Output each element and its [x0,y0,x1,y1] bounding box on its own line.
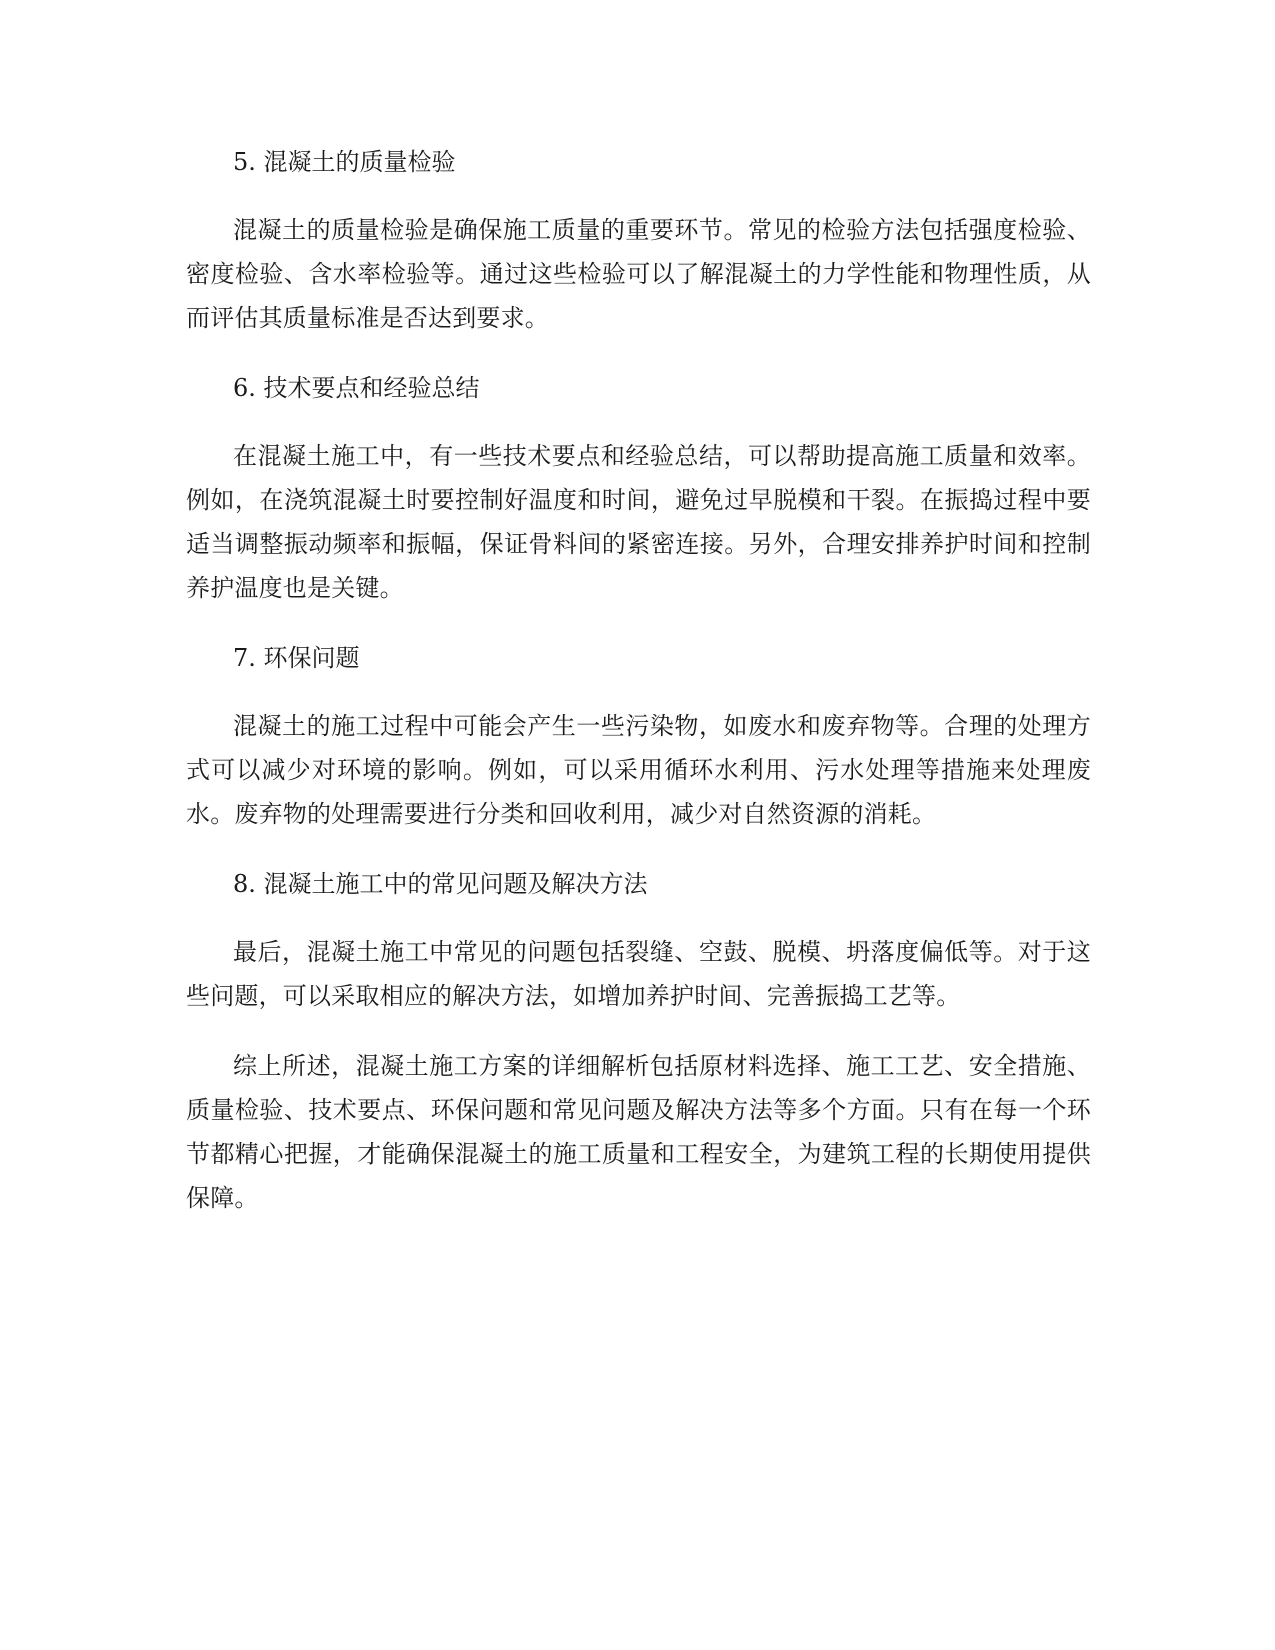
section-heading-8: 8. 混凝土施工中的常见问题及解决方法 [233,870,648,898]
section-paragraph: 混凝土的质量检验是确保施工质量的重要环节。常见的检验方法包括强度检验、密度检验、含水率检验等。通过这些检验可以了解混凝土的力学性能和物理性质，从而评估其质量标准是否达到要求。 [186,216,1091,332]
conclusion-paragraph: 综上所述，混凝土施工方案的详细解析包括原材料选择、施工工艺、安全措施、质量检验、技术要点、环保问题和常见问题及解决方法等多个方面。只有在每一个环节都精心把握，才能确保混凝土的施工质量和工程安全，为建筑工程的长期使用提供保障。 [186,1052,1091,1212]
section-heading-5: 5. 混凝土的质量检验 [233,148,456,176]
section-paragraph: 混凝土的施工过程中可能会产生一些污染物，如废水和废弃物等。合理的处理方式可以减少对环境的影响。例如，可以采用循环水利用、污水处理等措施来处理废水。废弃物的处理需要进行分类和回收利用，减少对自然资源的消耗。 [186,712,1091,828]
section-heading-7: 7. 环保问题 [233,644,360,672]
document-body [186,142,1091,1220]
section-paragraph: 在混凝土施工中，有一些技术要点和经验总结，可以帮助提高施工质量和效率。例如，在浇筑混凝土时要控制好温度和时间，避免过早脱模和干裂。在振捣过程中要适当调整振动频率和振幅，保证骨料间的紧密连接。另外，合理安排养护时间和控制养护温度也是关键。 [186,442,1091,602]
section-heading-6: 6. 技术要点和经验总结 [233,374,480,402]
section-paragraph: 最后，混凝土施工中常见的问题包括裂缝、空鼓、脱模、坍落度偏低等。对于这些问题，可以采取相应的解决方法，如增加养护时间、完善振捣工艺等。 [186,938,1091,1010]
